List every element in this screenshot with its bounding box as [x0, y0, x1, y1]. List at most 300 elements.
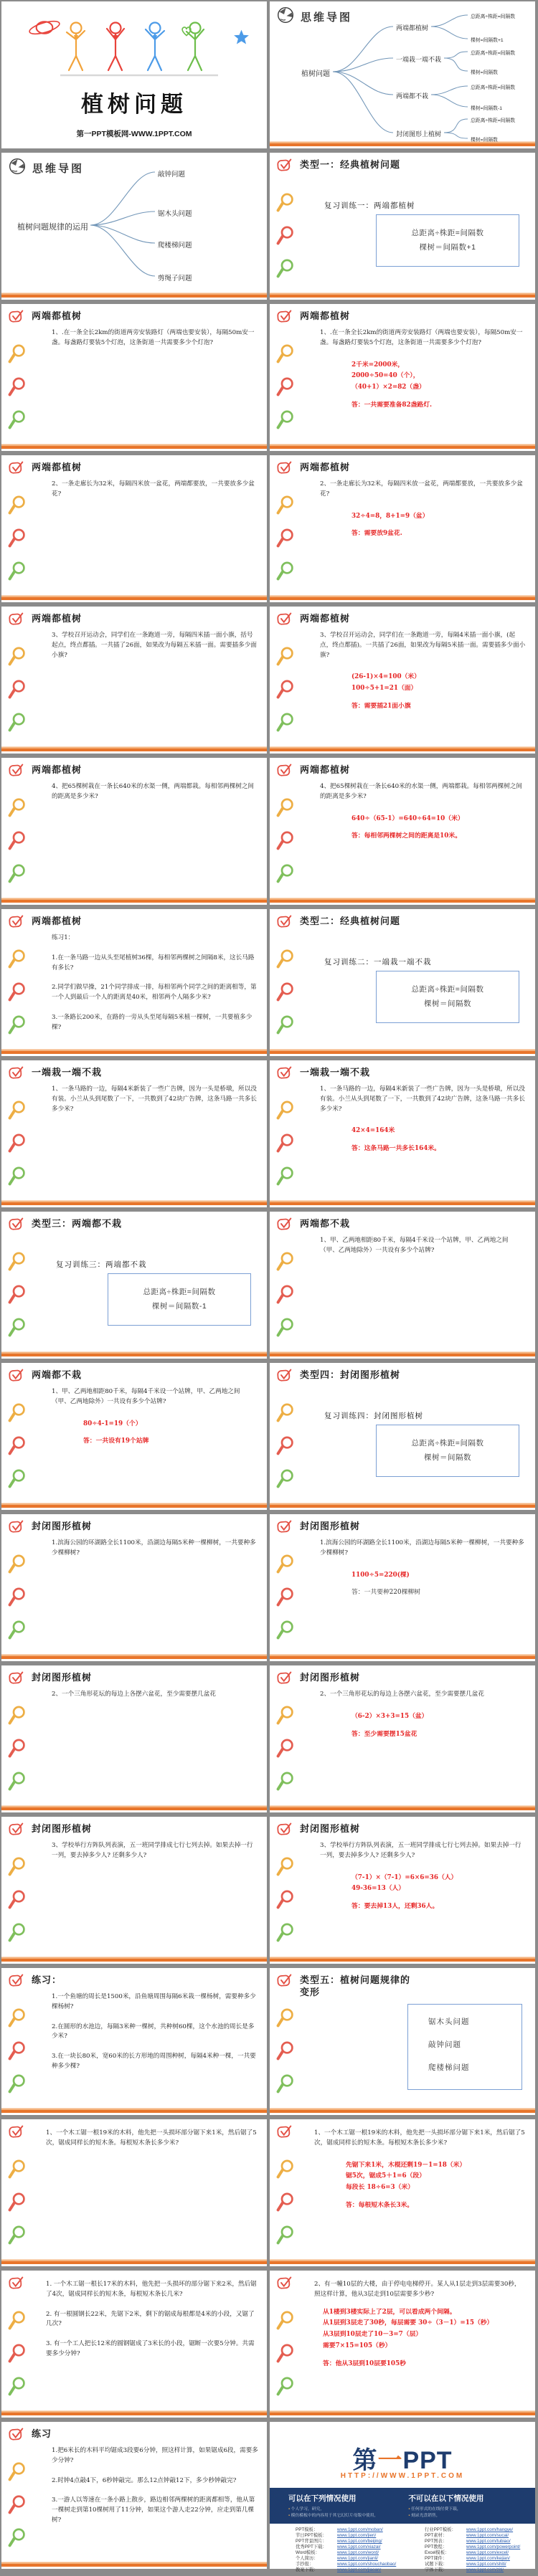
slide-title: 两端都植树	[32, 765, 82, 776]
magnifier-icon-orange	[275, 1252, 295, 1276]
slide-footer-accent-bar	[1, 748, 267, 751]
magnifier-icon-red	[7, 680, 27, 704]
check-icon	[277, 1822, 293, 1836]
question-text: 2、一条走廊长为32米，每隔四米放一盆花，两端都要放，一共要放多少盆花?	[320, 480, 523, 498]
question-text: 3、学校举行方阵队列表演，五一班同学排成七行七列去掉。如果去掉一行一列，要去掉多少人? 还剩多少人?	[52, 1842, 253, 1859]
footer-links-right	[425, 2527, 534, 2573]
slide-footer-accent-bar	[270, 2261, 535, 2264]
footer-link[interactable]: www.1ppt.com/powerpoint/	[466, 2544, 521, 2549]
answer-block	[351, 814, 527, 843]
usage-allowed-title: 可以在下列情况使用	[288, 2494, 357, 2503]
magnifier-icons	[7, 2008, 27, 2099]
magnifier-icon-red	[7, 1587, 27, 1612]
slide-footer-accent-bar	[1, 1505, 267, 1508]
magnifier-icon-orange	[7, 949, 27, 974]
check-icon	[9, 612, 24, 626]
footer-link[interactable]: www.1ppt.com/kejian/	[466, 2556, 510, 2561]
slide-title: 类型二：经典植树问题	[300, 916, 401, 927]
magnifier-icon-orange	[275, 1554, 295, 1579]
answer-block	[351, 1126, 527, 1155]
mindmap-leaf-label: 总距离÷株距=间隔数	[471, 51, 516, 56]
question-text: 1.一个鱼塘的周长是1500米，沿鱼塘周围每隔6米栽一棵杨树，需要种多少棵杨树?	[52, 1993, 256, 2010]
magnifier-icons	[275, 344, 295, 434]
question-text: 2.同学们做早操，21个同学排成一排，每相邻两个同学之间的距离相等，第一个人到最后一个人的距离是40米，相邻两个人隔多少米?	[52, 984, 257, 1001]
slide-footer-accent-bar	[270, 1959, 535, 1962]
footer-link-row	[296, 2533, 405, 2539]
magnifier-icons	[7, 1706, 27, 1796]
slide-body	[314, 2129, 527, 2212]
slide-footer-accent-bar	[270, 900, 535, 903]
slide-thumbnail-20	[270, 1363, 535, 1510]
site-url: HTTP://WWW.1PPT.COM	[340, 2472, 465, 2480]
slide-thumbnail-19	[1, 1363, 267, 1510]
slide-footer-accent-bar	[1, 1656, 267, 1659]
review-subtitle: 复习训练一：两端都植树	[324, 201, 415, 210]
slide-footer-accent-bar	[270, 1051, 535, 1054]
check-icon	[9, 2427, 24, 2441]
slide-thumbnail-34	[270, 2422, 535, 2572]
question-text: 3.一条路长200米，在路的一旁从头至尾每隔5米植一棵树，一共要植多少棵?	[52, 1013, 253, 1031]
footer-link-label: PPT模板：	[296, 2527, 318, 2532]
magnifier-icon-red	[275, 1285, 295, 1309]
footer-link[interactable]: www.1ppt.com/xiazai/	[337, 2544, 381, 2549]
magnifier-icon-orange	[7, 2311, 27, 2335]
magnifier-icon-orange	[275, 798, 295, 822]
magnifier-icons	[275, 1403, 295, 1493]
magnifier-icon-green	[7, 1923, 27, 1947]
mindmap-leaf-label: 棵树=间隔数+1	[471, 38, 504, 43]
footer-link[interactable]: www.1ppt.com/sucai/	[466, 2533, 509, 2538]
footer-link-label: Word模板：	[296, 2550, 320, 2555]
usage-disallowed-item: ▪ 任何形式的在线付费下载，	[408, 2506, 483, 2513]
slide-body	[52, 1690, 258, 1707]
mindmap-branch-label: 一端栽一端不栽	[396, 56, 442, 63]
magnifier-icon-green	[7, 1015, 27, 1040]
footer-link[interactable]: www.1ppt.com/tubiao/	[466, 2539, 511, 2544]
usage-disallowed	[408, 2493, 483, 2524]
slide-title: 两端都不栽	[32, 1370, 82, 1381]
magnifier-icons	[275, 2311, 295, 2401]
question-text: 1、甲、乙两地相距80千米，每隔4千米设一个站牌，甲、乙两地之间（甲、乙两地除外）一共设有多少个站牌?	[52, 1388, 240, 1405]
answer-block	[351, 672, 527, 712]
slide-footer-accent-bar	[1, 1807, 267, 1810]
slide-title: 类型三：两端都不栽	[32, 1219, 123, 1230]
slide-thumbnail-31	[1, 2271, 267, 2418]
check-icon	[9, 1670, 24, 1685]
slide-title: 两端都植树	[300, 614, 351, 624]
slide-title: 两端都植树	[32, 614, 82, 624]
magnifier-icon-red	[7, 831, 27, 855]
magnifier-icon-red	[7, 377, 27, 401]
slide-body	[52, 1841, 258, 1868]
slide-title: 类型五：植树问题规律的变形	[300, 1975, 411, 1998]
slide-title: 两端都植树	[32, 916, 82, 927]
answer-text: （6-2）×3+3=15（盆）	[351, 1712, 428, 1720]
question-text: 1.在一条马路一边从头至尾植树36棵，每相邻两棵树之间隔8米，这长马路有多长?	[52, 954, 255, 971]
slide-title: 封闭图形植树	[32, 1824, 93, 1835]
check-icon	[9, 2276, 24, 2290]
footer-link[interactable]: www.1ppt.com/ziti/	[466, 2567, 504, 2572]
check-icon	[277, 1217, 293, 1231]
answer-text: 答：一共设有19个站牌	[83, 1437, 149, 1445]
footer-link-row	[296, 2550, 405, 2556]
question-text: 1、一条马路的一边，每隔4米新装了一些广告牌，因为一头是桥墩，所以没有装。小兰从头到尾数了一下，一共数到了42块广告牌，这条马路一共多长多少米?	[320, 1085, 525, 1113]
slide-thumbnail-7	[1, 455, 267, 602]
magnifier-icons	[7, 2311, 27, 2401]
question-text: 3、学校召开运动会，同学们在一条跑道一旁，每隔四米插一面小旗，括号起点，终点都插。一共插了26面，如果改为每隔五米插一面。需要插多少面小旗?	[52, 632, 257, 659]
ppt-logo-text: PPT	[402, 2447, 453, 2474]
magnifier-icon-orange	[7, 344, 27, 369]
magnifier-icon-red	[7, 2192, 27, 2217]
magnifier-icon-orange	[7, 2462, 27, 2486]
magnifier-icon-green	[7, 2074, 27, 2099]
magnifier-icon-green	[275, 1469, 295, 1493]
footer-link[interactable]: www.1ppt.com/shiti/	[466, 2562, 506, 2567]
magnifier-icon-green	[275, 1772, 295, 1796]
deck-title: 植树问题	[81, 92, 187, 117]
magnifier-icon-red	[275, 226, 295, 250]
slide-thumbnail-29	[1, 2119, 267, 2266]
slide-thumbnail-23	[1, 1665, 267, 1812]
answer-text: 需要7×15=105（秒）	[323, 2342, 392, 2349]
answer-text: 答：至少需要摆15盆花	[351, 1730, 417, 1738]
review-subtitle: 复习训练二：一端栽一端不栽	[324, 958, 432, 966]
slide-title: 封闭图形植树	[300, 1521, 361, 1532]
footer-link-row	[296, 2539, 405, 2544]
check-icon	[9, 309, 24, 323]
slide-thumbnail-32	[270, 2271, 535, 2418]
mindmap-branch-label: 锯木头问题	[158, 210, 192, 218]
slide-footer-accent-bar	[270, 1354, 535, 1356]
slide-body	[320, 328, 527, 412]
magnifier-icons	[275, 1706, 295, 1796]
mindmap-leaf-label: 总距离÷株距=间隔数	[471, 118, 516, 123]
slide-thumbnail-18	[270, 1212, 535, 1359]
question-text: 1、一个木工锯一根19米的木料，他先把一头损坏部分锯下来1米，然后锯了5次，锯成同样长的短木条。每根短木条长多少米?	[46, 2129, 257, 2147]
magnifier-icon-red	[7, 2344, 27, 2368]
answer-block	[346, 2160, 527, 2212]
answer-text: 答：需要放9盆花.	[351, 530, 402, 538]
question-text: 1、甲、乙两地相距80千米，每隔4千米设一个站牌，甲、乙两地之间（甲、乙两地除外）一共设有多少个站牌?	[320, 1237, 509, 1254]
magnifier-icon-green	[275, 864, 295, 888]
magnifier-icon-orange	[7, 495, 27, 520]
magnifier-icon-green	[275, 1923, 295, 1947]
magnifier-icon-green	[7, 1166, 27, 1191]
check-icon	[9, 1822, 24, 1836]
magnifier-icon-orange	[7, 1706, 27, 1730]
slide-thumbnail-26	[270, 1817, 535, 1964]
check-icon	[277, 1368, 293, 1382]
magnifier-icon-red	[275, 982, 295, 1007]
footer-link[interactable]: www.1ppt.com/word/	[337, 2550, 379, 2555]
slide-thumbnail-1	[1, 1, 267, 148]
footer-link-row	[296, 2567, 405, 2573]
check-icon	[277, 1670, 293, 1685]
slide-footer-accent-bar	[270, 1505, 535, 1508]
magnifier-icons	[275, 1101, 295, 1191]
answer-text: 答：一共要种220棵柳树	[351, 1589, 420, 1597]
magnifier-icon-green	[7, 2528, 27, 2552]
ppt-logo-text: 第	[352, 2447, 378, 2474]
slide-footer-accent-bar	[1, 2261, 267, 2264]
answer-text: 2000÷50=40（个），	[351, 372, 420, 380]
formula-line: 爬楼梯问题	[428, 2063, 470, 2072]
answer-text: 32÷4=8，8+1=9（盆）	[351, 512, 429, 520]
answer-text: 2千米=2000米，	[351, 361, 405, 369]
magnifier-icon-red	[7, 528, 27, 553]
slide-footer-accent-bar	[270, 1202, 535, 1205]
slide-title: 一端栽一端不栽	[32, 1068, 103, 1078]
answer-block	[351, 360, 527, 412]
magnifier-icon-red	[7, 1739, 27, 1763]
magnifier-icon-green	[275, 2225, 295, 2250]
magnifier-icon-green	[7, 410, 27, 434]
check-icon	[277, 460, 293, 475]
formula-line: 总距离÷株距=间隔数	[411, 1439, 484, 1448]
mindmap-leaf-label: 总距离÷株距=间隔数	[471, 14, 516, 19]
magnifier-icon-green	[7, 1620, 27, 1645]
mindmap-leaf-label: 棵树=间隔数-1	[471, 106, 502, 111]
mindmap-branch-label: 敲钟问题	[158, 171, 186, 179]
magnifier-icons	[275, 2159, 295, 2250]
slide-thumbnail-14	[270, 909, 535, 1056]
question-text: 1. 一个木工锯一根长17米的木料，他先把一头损坏的部分锯下来2米，然后锯了4次，锯成同样长的短木条，每根短木条长几米?	[46, 2281, 257, 2298]
answer-text: 答：他从3层到10层要105秒	[323, 2359, 406, 2367]
slide-footer-accent-bar	[1, 900, 267, 903]
footer-link-row	[425, 2562, 534, 2567]
magnifier-icon-orange	[7, 798, 27, 822]
footer-link-label: 优秀PPT下载：	[296, 2544, 327, 2549]
footer-link[interactable]: www.1ppt.com/jieri/	[337, 2533, 377, 2538]
footer-links-left	[296, 2527, 405, 2573]
answer-block	[351, 1711, 527, 1741]
slide-title: 两端都植树	[32, 462, 82, 473]
footer-link-row	[296, 2527, 405, 2533]
slide-thumbnail-17	[1, 1212, 267, 1359]
check-icon	[277, 612, 293, 626]
slide-title: 两端都植树	[300, 765, 351, 776]
usage-panel	[270, 2488, 535, 2524]
footer-link-row	[296, 2556, 405, 2562]
slide-thumbnail-5	[1, 304, 267, 451]
answer-text: 锯5次，锯成5＋1=6（段）	[346, 2172, 426, 2180]
mindmap-leaf-label: 棵树=间隔数	[471, 138, 498, 143]
answer-text: 从3层到10层走了10－3=7（层）	[323, 2331, 423, 2339]
slide-thumbnail-33	[1, 2422, 267, 2569]
question-text: 练习1：	[52, 934, 75, 941]
magnifier-icon-orange	[7, 1857, 27, 1881]
magnifier-icons	[7, 647, 27, 737]
magnifier-icon-red	[7, 1133, 27, 1158]
question-text: 3、学校举行方阵队列表演，五一班同学排成七行七列去掉。如果去掉一行一列，要去掉多少人? 还剩多少人?	[320, 1842, 522, 1859]
question-text: 4、把65棵树栽在一条长640米的水渠一侧，两端都栽。每相邻两棵树之间的距离是多少米?	[320, 783, 523, 800]
magnifier-icon-green	[275, 561, 295, 586]
answer-text: 640÷（65-1）=640÷64=10（米）	[351, 814, 464, 822]
slide-title: 类型四：封闭图形植树	[300, 1370, 401, 1381]
answer-block	[351, 1570, 527, 1600]
slide-footer-accent-bar	[270, 2413, 535, 2415]
formula-box	[376, 1425, 519, 1477]
formula-line: 棵树＝间隔数	[424, 1453, 471, 1462]
magnifier-icon-red	[275, 528, 295, 553]
magnifier-icon-red	[275, 1587, 295, 1612]
answer-text: （40+1）×2=82（盏）	[351, 384, 425, 391]
slide-footer-accent-bar	[270, 295, 535, 298]
magnifier-icons	[275, 1252, 295, 1342]
footer-link-label: PPT背景图片：	[296, 2539, 327, 2544]
slide-body	[320, 480, 527, 540]
slide-body	[52, 933, 258, 1042]
slide-thumbnail-11	[1, 758, 267, 905]
deck-subtitle: 第一PPT模板网-WWW.1PPT.COM	[76, 130, 192, 138]
magnifier-icon-green	[7, 1772, 27, 1796]
footer-link-label: PPT教程：	[425, 2544, 448, 2549]
footer-link-row	[425, 2556, 534, 2562]
magnifier-icon-red	[275, 2041, 295, 2066]
magnifier-icon-orange	[275, 1403, 295, 1427]
magnifier-icon-red	[7, 1890, 27, 1914]
ppt-logo-dash: 一	[377, 2447, 403, 2474]
magnifier-icons	[275, 495, 295, 586]
footer-link-label: 行业PPT模板：	[425, 2527, 456, 2532]
slide-title: 两端都植树	[300, 311, 351, 322]
slide-body	[52, 1539, 258, 1566]
check-icon	[277, 1519, 293, 1534]
slide-title: 封闭图形植树	[32, 1673, 93, 1683]
magnifier-icons	[275, 949, 295, 1040]
question-text: 2、一条走廊长为32米，每隔四米放一盆花，两端都要放，一共要放多少盆花?	[52, 480, 255, 498]
slide-title: 类型一：经典植树问题	[300, 160, 401, 171]
footer-link[interactable]: www.1ppt.com/beijing/	[337, 2539, 382, 2544]
slide-body	[320, 631, 527, 713]
mindmap-leaf-label: 棵树=间隔数	[471, 70, 498, 75]
footer-link-label: Excel模板：	[425, 2550, 450, 2555]
check-icon	[277, 158, 293, 172]
footer-link[interactable]: www.1ppt.com/hangye/	[466, 2527, 514, 2532]
footer-link-label: 个人简历：	[296, 2556, 318, 2561]
question-text: 2.时钟4点敲4下，6秒钟敲完。那么12点钟敲12下，多少秒钟敲完?	[52, 2476, 237, 2484]
footer-link[interactable]: www.1ppt.com/jianli/	[337, 2556, 379, 2561]
footer-link-row	[425, 2527, 534, 2533]
question-text: 4、把65棵树栽在一条长640米的水渠一侧，两端都栽。每相邻两棵树之间的距离是多少米?	[52, 783, 255, 800]
slide-thumbnail-12	[270, 758, 535, 905]
magnifier-icons	[275, 647, 295, 737]
slide-title: 封闭图形植树	[300, 1824, 361, 1835]
formula-line: 棵树＝间隔数-1	[151, 1302, 207, 1311]
answer-text: 每段长 18÷6=3（米）	[346, 2184, 415, 2192]
answer-text: 答：这条马路一共多长164米。	[351, 1145, 440, 1153]
footer-link[interactable]: www.1ppt.com/jiaoan/	[337, 2567, 382, 2572]
question-text: 1.把6米长的木料平均锯成3段要6分钟，照这样计算，如果锯成6段，需要多少分钟?	[52, 2447, 258, 2464]
magnifier-icon-green	[7, 2225, 27, 2250]
slide-thumbnail-25	[1, 1817, 267, 1964]
slide-footer-accent-bar	[1, 2413, 267, 2415]
check-icon	[277, 914, 293, 928]
mindmap-center-node: 植树问题	[301, 70, 330, 78]
answer-text: (26-1)×4=100（米）	[351, 673, 420, 681]
slide-body	[52, 480, 258, 507]
footer-link-row	[296, 2562, 405, 2567]
magnifier-icon-orange	[7, 2159, 27, 2184]
answer-text: 从1层到3层走了30秒，每层需要 30÷（3－1）=15（秒）	[323, 2319, 494, 2327]
mindmap-header-title: 思维导图	[32, 163, 85, 175]
question-text: 3、学校召开运动会，同学们在一条跑道一旁，每隔4米插一面小旗，(起点，终点都插)。一共插了26面，如果改为每隔5米插一面。需要插多少面小旗?	[320, 632, 526, 659]
slide-thumbnail-15	[1, 1060, 267, 1207]
answer-text: 80÷4-1=19（个）	[83, 1420, 142, 1427]
magnifier-icon-red	[275, 1436, 295, 1460]
slide-thumbnail-10	[270, 607, 535, 754]
question-text: 1.滨海公园的环湖路全长1100米，沿湖边每隔5米种一棵柳树，一共要种多少棵柳树?	[52, 1539, 256, 1556]
footer-link-row	[296, 2544, 405, 2550]
footer-link-label: PPT素材：	[425, 2533, 448, 2538]
magnifier-icon-orange	[275, 1101, 295, 1125]
magnifier-icons	[7, 798, 27, 888]
formula-box	[108, 1273, 251, 1326]
mindmap-branch-label: 剪绳子问题	[158, 275, 192, 282]
slide-body	[320, 1539, 527, 1599]
question-text: 2、一个三角形花坛的每边上各摆六盆花，至少需要摆几盆花	[320, 1691, 484, 1698]
answer-text: （7-1）×（7-1）=6×6=36（人）	[351, 1873, 458, 1881]
magnifier-icons	[7, 495, 27, 586]
mindmap-center-node: 植树问题规律的运用	[17, 223, 88, 232]
answer-text: 答：每根短木条长3米。	[346, 2201, 414, 2209]
question-text: 2. 有一根圆钢长22米，先锯下2米，剩下的锯成每根都是4米的小段，又锯了几次?	[46, 2310, 255, 2328]
footer-link-row	[425, 2539, 534, 2544]
footer-link[interactable]: www.1ppt.com/shouchaobao/	[337, 2562, 397, 2567]
question-text: 1、.在一条全长2km的街道两旁安装路灯（两端也要安装），每隔50m安一盏。每盏路灯要装5个灯泡，这条街道一共需要多少个灯泡?	[320, 329, 523, 346]
answer-block	[83, 1419, 258, 1448]
slide-thumbnail-24	[270, 1665, 535, 1812]
slide-title: 封闭图形植树	[32, 1521, 93, 1532]
answer-text: 1100÷5=220(棵)	[351, 1571, 410, 1579]
slide-body	[320, 933, 527, 967]
usage-allowed	[288, 2493, 378, 2524]
slide-thumbnail-4	[270, 153, 535, 300]
slide-body	[320, 1387, 527, 1421]
slide-body	[46, 2280, 258, 2370]
footer-link-label: 字体下载：	[425, 2567, 448, 2572]
magnifier-icons	[7, 1403, 27, 1493]
slide-body	[52, 631, 258, 667]
slide-thumbnail-21	[1, 1514, 267, 1661]
magnifier-icon-green	[275, 1318, 295, 1342]
answer-text: 答：一共需要准备82盏路灯.	[351, 401, 433, 409]
slide-footer-accent-bar	[1, 597, 267, 600]
magnifier-icon-red	[275, 2192, 295, 2217]
slide-footer-accent-bar	[1, 1202, 267, 1205]
slide-body	[320, 1690, 527, 1740]
magnifier-icon-green	[7, 561, 27, 586]
slide-body	[52, 782, 258, 809]
footer-link-label: 教案下载：	[296, 2567, 318, 2572]
footer-link[interactable]: www.1ppt.com/excel/	[466, 2550, 509, 2555]
magnifier-icons	[7, 2159, 27, 2250]
magnifier-icon-orange	[7, 2008, 27, 2033]
slide-thumbnail-13	[1, 909, 267, 1056]
magnifier-icon-red	[7, 2495, 27, 2519]
answer-text: 42×4=164米	[351, 1127, 395, 1135]
slide-footer-accent-bar	[270, 748, 535, 751]
slide-body	[320, 1841, 527, 1913]
footer-link[interactable]: www.1ppt.com/moban/	[337, 2527, 383, 2532]
check-icon	[277, 1065, 293, 1080]
check-icon	[9, 1368, 24, 1382]
slide-body	[320, 1085, 527, 1155]
slide-footer-accent-bar	[270, 1656, 535, 1659]
magnifier-icon-green	[7, 1318, 27, 1342]
footer-link-row	[425, 2567, 534, 2573]
answer-text: 49-36=13（人）	[351, 1885, 405, 1893]
